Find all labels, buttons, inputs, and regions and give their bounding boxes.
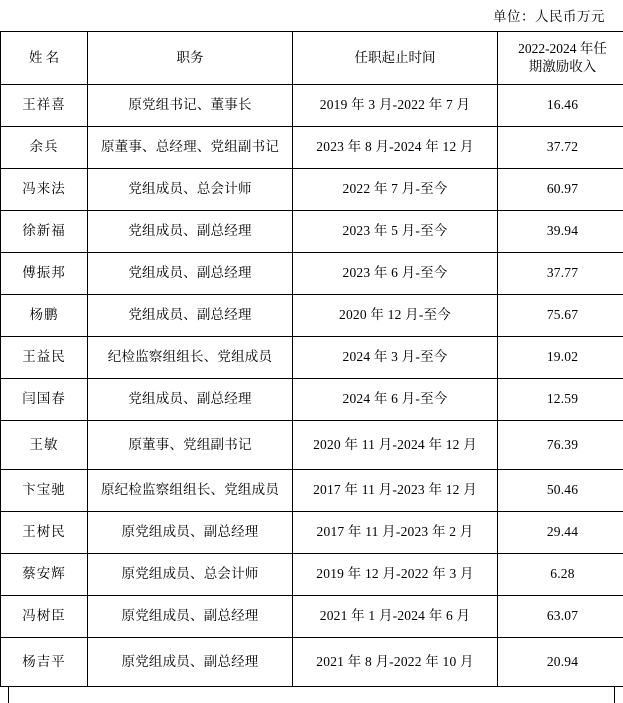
cell-period: 2019 年 3 月-2022 年 7 月	[293, 85, 498, 127]
table-row	[1, 337, 623, 379]
cell-name: 余兵	[1, 127, 88, 169]
column-header-title: 职务	[88, 32, 293, 85]
cell-title: 原党组书记、董事长	[88, 85, 293, 127]
cell-title: 原党组成员、总会计师	[88, 554, 293, 596]
cell-income: 63.07	[498, 596, 623, 638]
cell-name: 冯树臣	[1, 596, 88, 638]
cell-period: 2023 年 5 月-至今	[293, 211, 498, 253]
cell-period: 2023 年 6 月-至今	[293, 253, 498, 295]
cell-title: 党组成员、副总经理	[88, 379, 293, 421]
table-row	[1, 85, 623, 127]
cell-income: 16.46	[498, 85, 623, 127]
cell-period: 2017 年 11 月-2023 年 12 月	[293, 470, 498, 512]
compensation-table	[0, 31, 623, 687]
cell-title: 原董事、总经理、党组副书记	[88, 127, 293, 169]
cell-title: 党组成员、副总经理	[88, 253, 293, 295]
cell-income: 50.46	[498, 470, 623, 512]
cell-name: 蔡安辉	[1, 554, 88, 596]
cell-name: 王敏	[1, 421, 88, 470]
column-header-income-line1: 2022-2024 年任	[518, 41, 607, 56]
cell-period: 2019 年 12 月-2022 年 3 月	[293, 554, 498, 596]
column-header-income	[498, 32, 623, 85]
table-row	[1, 638, 623, 687]
cell-income: 12.59	[498, 379, 623, 421]
cell-title: 党组成员、总会计师	[88, 169, 293, 211]
cell-income: 37.72	[498, 127, 623, 169]
cell-name: 冯来法	[1, 169, 88, 211]
table-row	[1, 470, 623, 512]
cell-income: 76.39	[498, 421, 623, 470]
cell-name: 傅振邦	[1, 253, 88, 295]
cell-period: 2023 年 8 月-2024 年 12 月	[293, 127, 498, 169]
cell-name: 杨鹏	[1, 295, 88, 337]
cell-period: 2021 年 1 月-2024 年 6 月	[293, 596, 498, 638]
table-body	[1, 85, 623, 687]
cell-income: 37.77	[498, 253, 623, 295]
cell-title: 原党组成员、副总经理	[88, 638, 293, 687]
cell-income: 6.28	[498, 554, 623, 596]
cell-income: 39.94	[498, 211, 623, 253]
cell-period: 2024 年 3 月-至今	[293, 337, 498, 379]
cell-period: 2017 年 11 月-2023 年 2 月	[293, 512, 498, 554]
cell-name: 王树民	[1, 512, 88, 554]
table-row	[1, 169, 623, 211]
cell-income: 60.97	[498, 169, 623, 211]
cell-name: 杨吉平	[1, 638, 88, 687]
cell-income: 75.67	[498, 295, 623, 337]
cell-title: 党组成员、副总经理	[88, 211, 293, 253]
cell-income: 29.44	[498, 512, 623, 554]
cell-title: 原党组成员、副总经理	[88, 512, 293, 554]
cell-period: 2022 年 7 月-至今	[293, 169, 498, 211]
table-row	[1, 295, 623, 337]
cell-name: 王益民	[1, 337, 88, 379]
table-header	[1, 32, 623, 85]
table-row	[1, 211, 623, 253]
cell-name: 王祥喜	[1, 85, 88, 127]
cell-income: 19.02	[498, 337, 623, 379]
table-row	[1, 379, 623, 421]
table-row	[1, 253, 623, 295]
table-row	[1, 421, 623, 470]
cell-period: 2020 年 12 月-至今	[293, 295, 498, 337]
unit-note: 单位：人民币万元	[0, 0, 623, 31]
cell-title: 党组成员、副总经理	[88, 295, 293, 337]
cell-period: 2021 年 8 月-2022 年 10 月	[293, 638, 498, 687]
table-row	[1, 512, 623, 554]
cell-period: 2020 年 11 月-2024 年 12 月	[293, 421, 498, 470]
column-header-period: 任职起止时间	[293, 32, 498, 85]
table-header-row	[1, 32, 623, 85]
cell-period: 2024 年 6 月-至今	[293, 379, 498, 421]
table-continuation-strip	[8, 687, 615, 703]
table-row	[1, 596, 623, 638]
cell-title: 纪检监察组组长、党组成员	[88, 337, 293, 379]
cell-title: 原党组成员、副总经理	[88, 596, 293, 638]
cell-name: 闫国春	[1, 379, 88, 421]
table-row	[1, 554, 623, 596]
table-row	[1, 127, 623, 169]
cell-name: 卞宝驰	[1, 470, 88, 512]
column-header-income-line2: 期激励收入	[500, 58, 623, 76]
cell-title: 原纪检监察组组长、党组成员	[88, 470, 293, 512]
cell-income: 20.94	[498, 638, 623, 687]
cell-title: 原董事、党组副书记	[88, 421, 293, 470]
cell-name: 徐新福	[1, 211, 88, 253]
column-header-name: 姓 名	[1, 32, 88, 85]
